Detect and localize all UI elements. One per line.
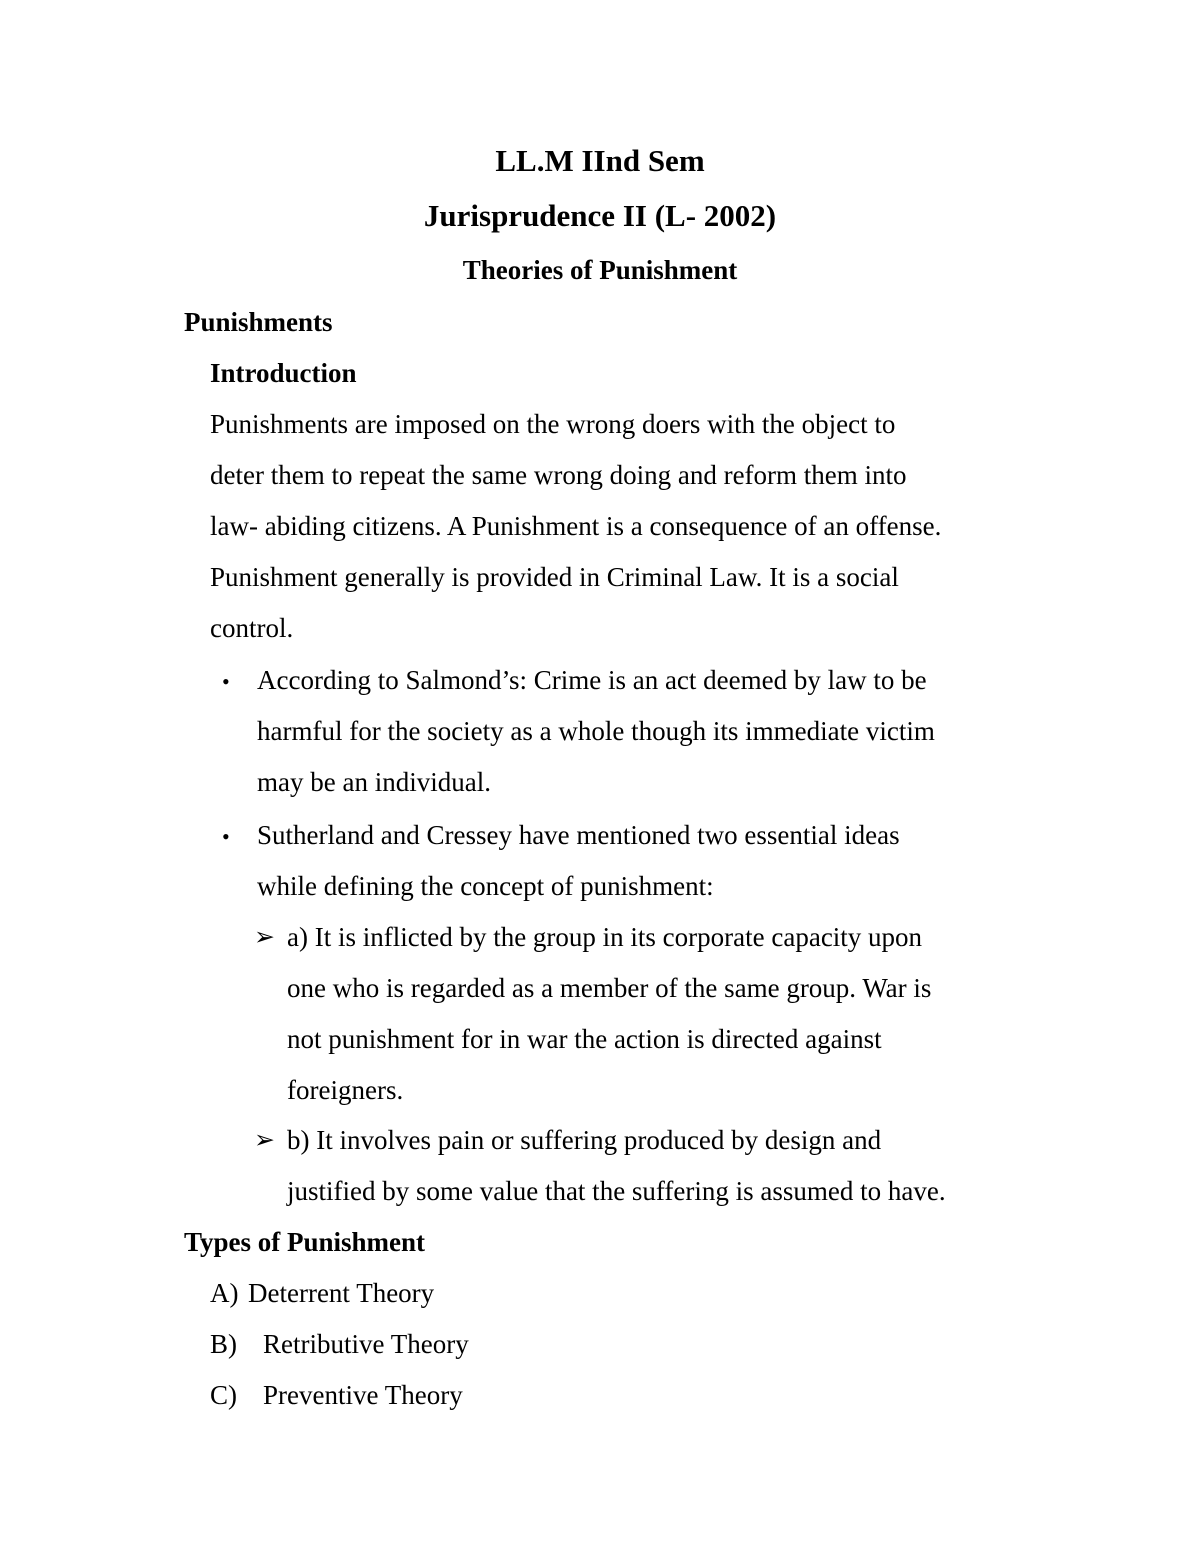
subheading-introduction: Introduction xyxy=(210,358,357,388)
sub-bullet-line: one who is regarded as a member of the same group. War is xyxy=(287,973,932,1003)
paragraph-line: Punishment generally is provided in Criminal Law. It is a social xyxy=(210,562,899,592)
sub-bullet-line: justified by some value that the suffering is assumed to have. xyxy=(287,1176,946,1206)
list-item-text: Preventive Theory xyxy=(263,1380,463,1410)
list-item-letter: A) xyxy=(210,1278,239,1308)
sub-bullet-line: b) It involves pain or suffering produced by design and xyxy=(287,1125,882,1155)
bullet-icon: • xyxy=(222,824,230,849)
section-heading-punishments: Punishments xyxy=(184,307,333,337)
list-item-letter: B) xyxy=(210,1329,237,1359)
course-title: LL.M IInd Sem xyxy=(495,143,705,178)
bullet-icon: • xyxy=(222,669,230,694)
sub-bullet-line: not punishment for in war the action is directed against xyxy=(287,1024,882,1054)
arrow-bullet-icon: ➢ xyxy=(254,1127,275,1154)
list-item-text: Deterrent Theory xyxy=(248,1278,435,1308)
arrow-bullet-icon: ➢ xyxy=(254,924,275,951)
sub-bullet-line: foreigners. xyxy=(287,1075,404,1105)
topic-title: Theories of Punishment xyxy=(462,255,738,285)
bullet-line: harmful for the society as a whole though its immediate victim xyxy=(257,716,935,746)
bullet-line: may be an individual. xyxy=(257,767,491,797)
list-item-letter: C) xyxy=(210,1380,237,1410)
paragraph-line: deter them to repeat the same wrong doing and reform them into xyxy=(210,460,907,490)
paragraph-line: Punishments are imposed on the wrong doers with the object to xyxy=(210,409,896,439)
paragraph-line: law- abiding citizens. A Punishment is a consequence of an offense. xyxy=(210,511,942,541)
bullet-line: According to Salmond’s: Crime is an act deemed by law to be xyxy=(257,665,927,695)
subject-title: Jurisprudence II (L- 2002) xyxy=(423,198,777,233)
sub-bullet-line: a) It is inflicted by the group in its corporate capacity upon xyxy=(287,922,923,952)
bullet-line: Sutherland and Cressey have mentioned two essential ideas xyxy=(257,820,900,850)
section-heading-types: Types of Punishment xyxy=(184,1227,426,1257)
paragraph-line: control. xyxy=(210,613,294,643)
bullet-line: while defining the concept of punishment: xyxy=(257,871,714,901)
list-item-text: Retributive Theory xyxy=(263,1329,469,1359)
